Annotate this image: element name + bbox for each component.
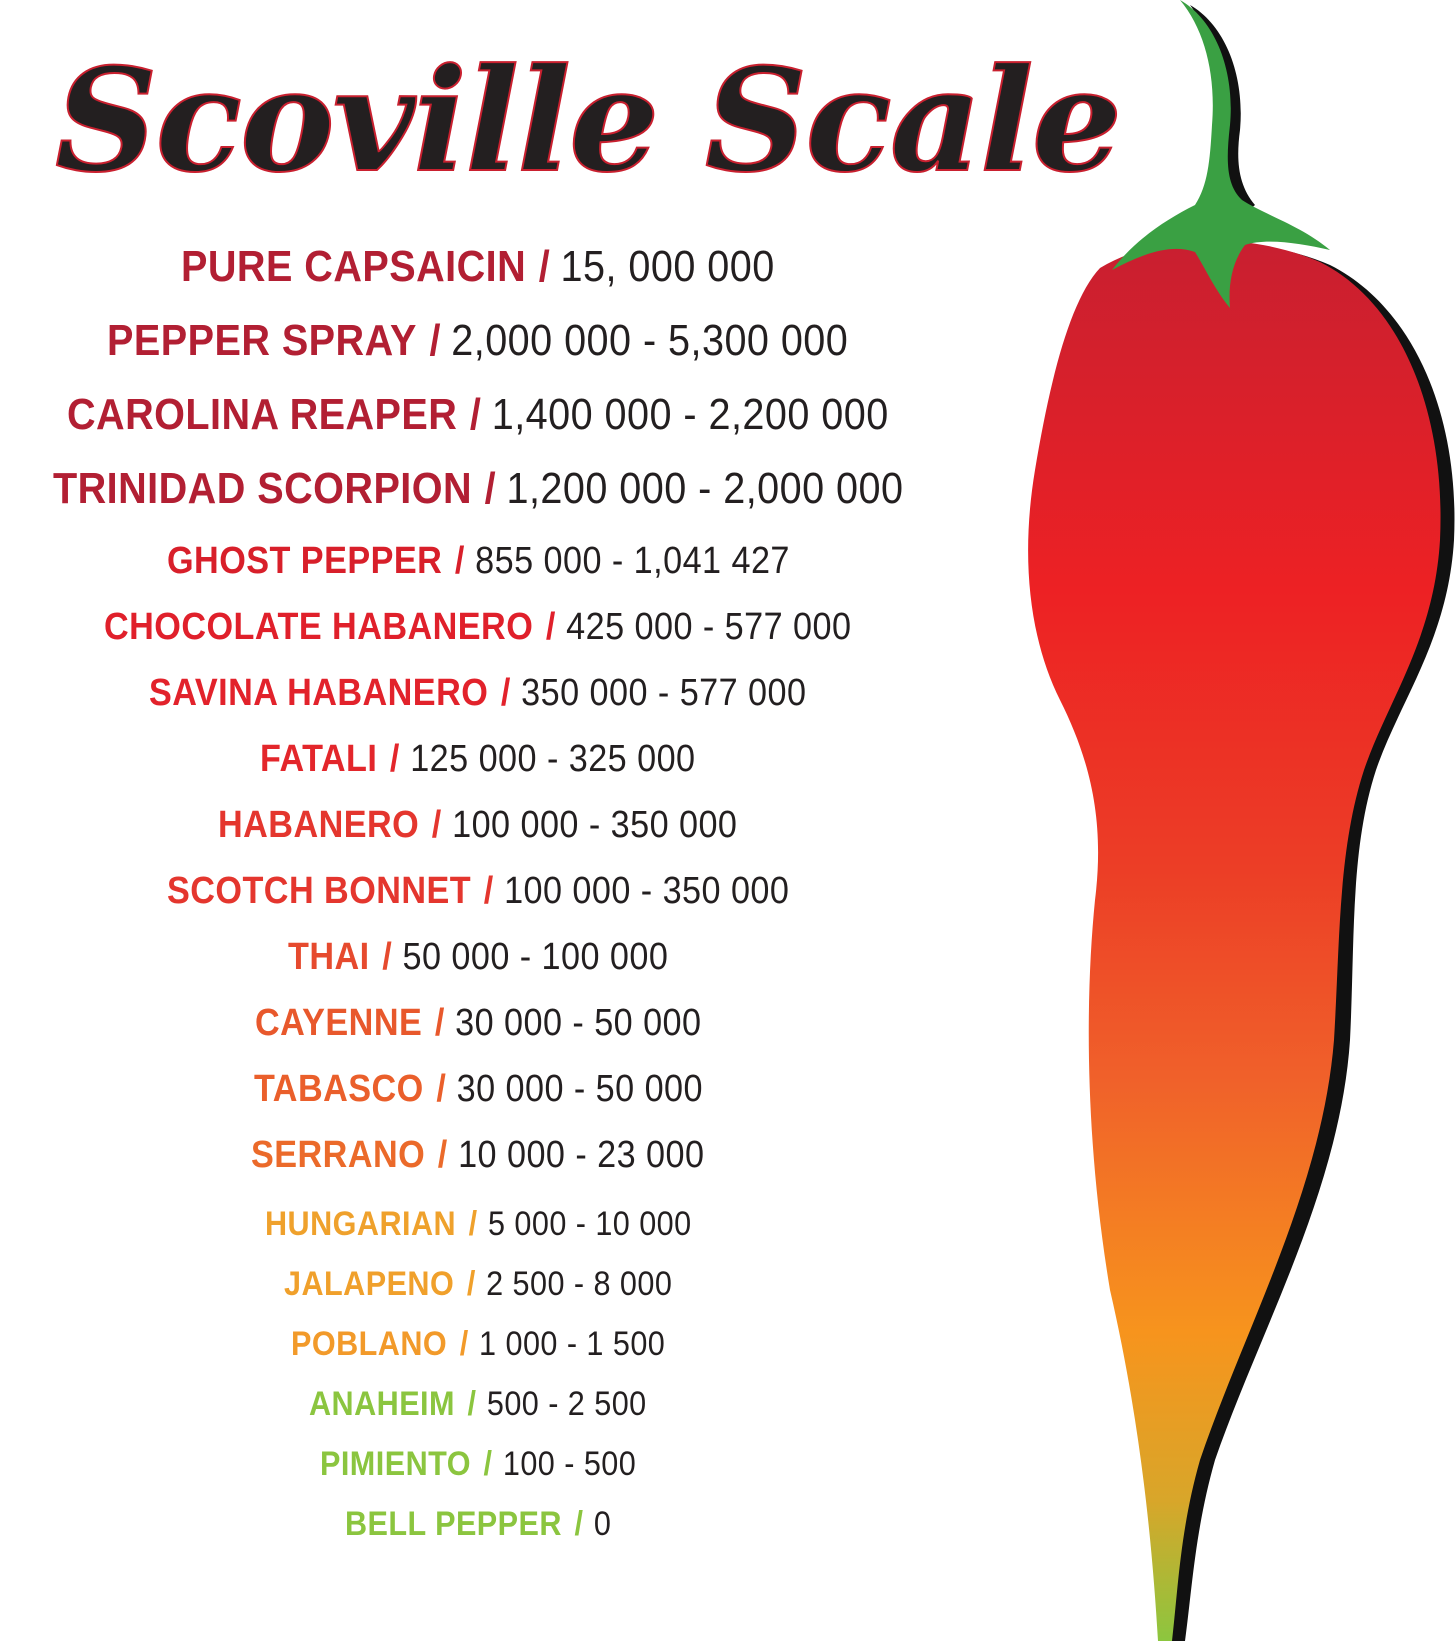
scoville-value: 5 000 - 10 000	[487, 1205, 692, 1243]
scoville-row	[67, 390, 889, 440]
pepper-name: JALAPENO	[283, 1265, 455, 1303]
page-title	[55, 38, 1121, 210]
pepper-name: THAI	[287, 936, 370, 978]
pepper-name: PIMIENTO	[319, 1445, 471, 1483]
pepper-name: SERRANO	[251, 1134, 426, 1176]
separator-slash: /	[432, 804, 442, 846]
pepper-name: PURE CAPSAICIN	[181, 242, 527, 291]
separator-slash: /	[574, 1505, 583, 1543]
scoville-value: 30 000 - 50 000	[454, 1002, 702, 1044]
scoville-row	[167, 870, 789, 913]
scoville-value: 855 000 - 1,041 427	[474, 540, 790, 582]
pepper-name: PEPPER SPRAY	[107, 316, 418, 365]
scoville-value: 50 000 - 100 000	[402, 936, 669, 978]
scoville-row	[149, 672, 806, 715]
separator-slash: /	[454, 540, 464, 582]
scoville-row	[260, 738, 696, 781]
pepper-name: ANAHEIM	[309, 1385, 456, 1423]
pepper-name: HUNGARIAN	[264, 1205, 456, 1243]
separator-slash: /	[470, 390, 482, 439]
scoville-value: 100 000 - 350 000	[452, 804, 738, 846]
scoville-value: 100 000 - 350 000	[503, 870, 790, 912]
scoville-row	[288, 936, 668, 979]
scoville-value: 1,400 000 - 2,200 000	[491, 390, 889, 439]
scoville-value: 1,200 000 - 2,000 000	[506, 464, 904, 513]
scoville-row	[53, 464, 903, 514]
separator-slash: /	[382, 936, 392, 978]
scoville-row	[254, 1068, 703, 1111]
pepper-name: BELL PEPPER	[344, 1505, 562, 1543]
scoville-value: 30 000 - 50 000	[456, 1068, 703, 1110]
pepper-name: TRINIDAD SCORPION	[52, 464, 472, 513]
scoville-value: 350 000 - 577 000	[521, 672, 807, 714]
separator-slash: /	[501, 672, 511, 714]
separator-slash: /	[435, 1068, 446, 1110]
separator-slash: /	[484, 464, 496, 513]
scoville-row	[320, 1445, 636, 1484]
scoville-value: 100 - 500	[502, 1445, 637, 1483]
scoville-row	[251, 1134, 704, 1177]
pepper-name: HABANERO	[218, 804, 420, 846]
scoville-row	[167, 540, 790, 583]
scoville-value: 500 - 2 500	[487, 1385, 647, 1423]
scoville-value: 2 500 - 8 000	[485, 1265, 673, 1303]
scoville-row	[181, 242, 775, 292]
scoville-row	[291, 1325, 665, 1364]
scoville-value: 0	[593, 1505, 612, 1543]
chili-pepper-illustration	[1040, 0, 1456, 1641]
separator-slash: /	[467, 1385, 477, 1423]
separator-slash: /	[538, 242, 550, 291]
separator-slash: /	[434, 1002, 445, 1044]
scoville-row	[255, 1002, 702, 1045]
separator-slash: /	[459, 1325, 469, 1363]
scoville-row	[104, 606, 851, 649]
pepper-name: CAROLINA REAPER	[67, 390, 458, 439]
separator-slash: /	[466, 1265, 476, 1303]
pepper-name: POBLANO	[290, 1325, 448, 1363]
scoville-row	[345, 1505, 611, 1544]
scoville-value: 2,000 000 - 5,300 000	[451, 316, 849, 365]
separator-slash: /	[429, 316, 441, 365]
pepper-name: CHOCOLATE HABANERO	[104, 606, 534, 648]
scoville-row	[284, 1265, 672, 1304]
pepper-name: CAYENNE	[254, 1002, 422, 1044]
separator-slash: /	[483, 1445, 492, 1483]
separator-slash: /	[483, 870, 494, 912]
scoville-row	[265, 1205, 692, 1244]
separator-slash: /	[546, 606, 556, 648]
scoville-row	[309, 1385, 647, 1424]
pepper-name: TABASCO	[253, 1068, 424, 1110]
pepper-body	[1028, 240, 1440, 1641]
pepper-name: SAVINA HABANERO	[149, 672, 489, 714]
pepper-name: GHOST PEPPER	[166, 540, 442, 582]
scoville-value: 15, 000 000	[560, 242, 775, 291]
scoville-row	[218, 804, 737, 847]
scoville-value: 125 000 - 325 000	[410, 738, 696, 780]
pepper-name: SCOTCH BONNET	[166, 870, 471, 912]
separator-slash: /	[438, 1134, 448, 1176]
page-title-text: Scoville Scale	[55, 38, 1121, 204]
scoville-row	[107, 316, 848, 366]
separator-slash: /	[468, 1205, 477, 1243]
separator-slash: /	[390, 738, 400, 780]
scoville-value: 1 000 - 1 500	[478, 1325, 666, 1363]
scoville-value: 425 000 - 577 000	[566, 606, 852, 648]
scoville-value: 10 000 - 23 000	[458, 1134, 705, 1176]
pepper-name: FATALI	[260, 738, 378, 780]
